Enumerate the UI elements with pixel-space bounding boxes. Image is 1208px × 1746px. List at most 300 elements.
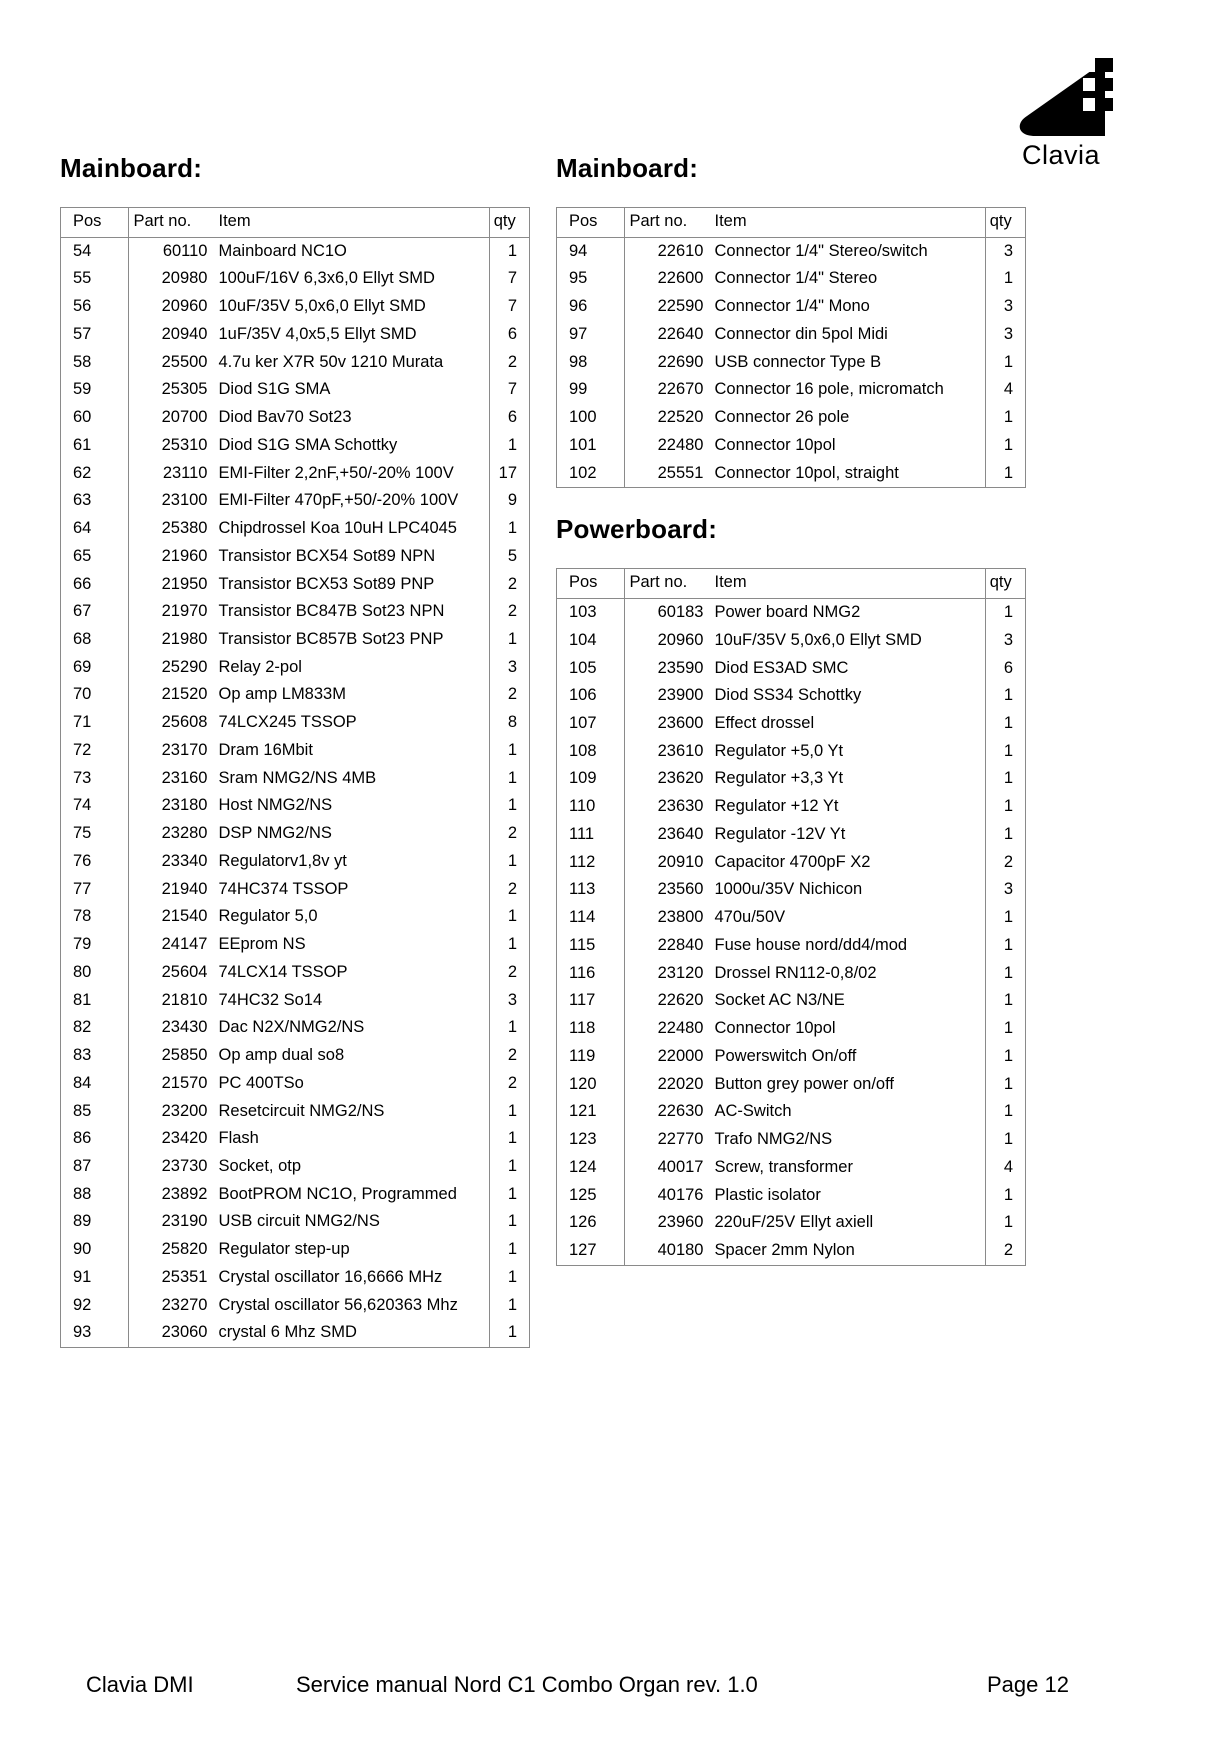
- cell-pos: 116: [569, 963, 596, 982]
- table-row: [61, 709, 530, 737]
- cell-part-no: 23892: [129, 1181, 216, 1209]
- table-row: [557, 1237, 1026, 1265]
- cell-part-no: 23420: [129, 1125, 216, 1153]
- cell-part-no: 22630: [625, 1098, 712, 1126]
- cell-qty: 1: [985, 960, 1025, 988]
- cell-pos: 111: [569, 824, 595, 843]
- table-row: [557, 738, 1026, 766]
- cell-pos: 72: [73, 740, 92, 759]
- cell-pos: 120: [569, 1074, 597, 1093]
- cell-part-no: 20910: [625, 849, 712, 877]
- table-row: [61, 1153, 530, 1181]
- cell-pos: 112: [569, 852, 596, 871]
- cell-qty: 3: [489, 654, 529, 682]
- cell-item: 74HC32 So14: [218, 990, 323, 1009]
- cell-part-no: 22840: [625, 932, 712, 960]
- table-row: [61, 820, 530, 848]
- cell-part-no: 22610: [625, 237, 712, 265]
- cell-item: Powerswitch On/off: [714, 1046, 857, 1065]
- cell-part-no: 21980: [129, 626, 216, 654]
- cell-item: 10uF/35V 5,0x6,0 Ellyt SMD: [218, 297, 426, 316]
- cell-pos: 68: [73, 630, 92, 649]
- cell-pos: 124: [569, 1157, 597, 1176]
- cell-pos: 54: [73, 241, 92, 260]
- cell-qty: 1: [985, 738, 1025, 766]
- cell-part-no: 22600: [625, 265, 712, 293]
- cell-part-no: 23640: [625, 821, 712, 849]
- cell-part-no: 20960: [129, 293, 216, 321]
- cell-part-no: 25551: [625, 460, 712, 488]
- cell-item: Regulator step-up: [218, 1240, 350, 1259]
- cell-part-no: 21960: [129, 543, 216, 571]
- table-row: [557, 376, 1026, 404]
- cell-item: crystal 6 Mhz SMD: [218, 1323, 357, 1342]
- cell-qty: 1: [489, 1319, 529, 1347]
- column-header-pos: Pos: [557, 569, 625, 599]
- cell-part-no: 25500: [129, 349, 216, 377]
- cell-part-no: 23060: [129, 1319, 216, 1347]
- table-row: [61, 487, 530, 515]
- cell-pos: 95: [569, 269, 588, 288]
- table-row: [61, 1042, 530, 1070]
- table-row: [557, 655, 1026, 683]
- table-row: [557, 849, 1026, 877]
- cell-part-no: 24147: [129, 931, 216, 959]
- cell-item: Connector 1/4" Stereo: [714, 269, 878, 288]
- cell-pos: 78: [73, 907, 92, 926]
- cell-qty: 2: [489, 820, 529, 848]
- cell-qty: 1: [985, 349, 1025, 377]
- cell-pos: 70: [73, 685, 92, 704]
- cell-pos: 125: [569, 1185, 597, 1204]
- cell-qty: 3: [985, 876, 1025, 904]
- cell-part-no: 22480: [625, 1015, 712, 1043]
- table-row: [557, 293, 1026, 321]
- cell-item: Dac N2X/NMG2/NS: [218, 1018, 365, 1037]
- cell-qty: 1: [489, 626, 529, 654]
- cell-qty: 1: [489, 1292, 529, 1320]
- cell-part-no: 25305: [129, 376, 216, 404]
- cell-item: Drossel RN112-0,8/02: [714, 963, 877, 982]
- cell-item: Button grey power on/off: [714, 1074, 894, 1093]
- cell-pos: 60: [73, 408, 92, 427]
- mainboard-parts-table-right: [556, 207, 1026, 488]
- cell-pos: 89: [73, 1212, 92, 1231]
- cell-item: 4.7u ker X7R 50v 1210 Murata: [218, 352, 444, 371]
- cell-qty: 1: [489, 1236, 529, 1264]
- table-row: [557, 682, 1026, 710]
- cell-qty: 1: [985, 1043, 1025, 1071]
- cell-pos: 87: [73, 1156, 92, 1175]
- cell-pos: 90: [73, 1240, 92, 1259]
- table-row: [61, 987, 530, 1015]
- cell-item: Host NMG2/NS: [218, 796, 333, 815]
- cell-item: EMI-Filter 470pF,+50/-20% 100V: [218, 491, 459, 510]
- cell-pos: 85: [73, 1101, 92, 1120]
- column-header-item: Item: [215, 208, 489, 238]
- cell-qty: 1: [489, 1181, 529, 1209]
- cell-part-no: 23270: [129, 1292, 216, 1320]
- cell-pos: 93: [73, 1323, 92, 1342]
- cell-pos: 105: [569, 658, 597, 677]
- table-row: [61, 848, 530, 876]
- cell-qty: 2: [489, 349, 529, 377]
- cell-qty: 1: [489, 1264, 529, 1292]
- cell-qty: 1: [985, 904, 1025, 932]
- cell-item: Crystal oscillator 56,620363 Mhz: [218, 1295, 458, 1314]
- cell-pos: 97: [569, 324, 588, 343]
- cell-part-no: 25380: [129, 515, 216, 543]
- table-row: [61, 321, 530, 349]
- cell-pos: 100: [569, 408, 597, 427]
- cell-pos: 57: [73, 324, 92, 343]
- cell-part-no: 25351: [129, 1264, 216, 1292]
- cell-qty: 1: [489, 765, 529, 793]
- cell-item: Transistor BC847B Sot23 NPN: [218, 602, 445, 621]
- cell-qty: 1: [985, 265, 1025, 293]
- cell-item: Dram 16Mbit: [218, 740, 313, 759]
- cell-item: 1000u/35V Nichicon: [714, 880, 863, 899]
- cell-part-no: 22000: [625, 1043, 712, 1071]
- cell-item: Plastic isolator: [714, 1185, 821, 1204]
- cell-item: Diod S1G SMA: [218, 380, 331, 399]
- cell-item: Regulator +5,0 Yt: [714, 741, 844, 760]
- table-row: [61, 293, 530, 321]
- powerboard-parts-table: [556, 568, 1026, 1265]
- cell-item: Regulator +12 Yt: [714, 797, 839, 816]
- cell-part-no: 21810: [129, 987, 216, 1015]
- table-row: [61, 265, 530, 293]
- cell-qty: 2: [985, 849, 1025, 877]
- cell-qty: 1: [489, 1125, 529, 1153]
- cell-pos: 77: [73, 879, 92, 898]
- cell-item: 1uF/35V 4,0x5,5 Ellyt SMD: [218, 324, 417, 343]
- cell-qty: 1: [985, 1071, 1025, 1099]
- cell-qty: 3: [985, 293, 1025, 321]
- table-row: [557, 987, 1026, 1015]
- cell-part-no: 23100: [129, 487, 216, 515]
- table-row: [61, 571, 530, 599]
- cell-qty: 2: [985, 1237, 1025, 1265]
- cell-part-no: 22480: [625, 432, 712, 460]
- column-header-part-no: Part no.: [625, 208, 712, 238]
- cell-qty: 1: [489, 515, 529, 543]
- cell-item: Transistor BCX54 Sot89 NPN: [218, 546, 436, 565]
- cell-qty: 1: [489, 237, 529, 265]
- mainboard-heading-right: Mainboard:: [556, 153, 699, 183]
- cell-pos: 126: [569, 1213, 597, 1232]
- cell-item: BootPROM NC1O, Programmed: [218, 1184, 457, 1203]
- cell-item: Relay 2-pol: [218, 657, 302, 676]
- cell-pos: 74: [73, 796, 92, 815]
- cell-item: Connector 10pol, straight: [714, 463, 899, 482]
- table-header-row: [557, 208, 1026, 238]
- cell-qty: 1: [985, 932, 1025, 960]
- cell-item: Op amp LM833M: [218, 685, 346, 704]
- page-footer: [0, 1672, 1208, 1698]
- cell-pos: 115: [569, 935, 596, 954]
- table-row: [557, 460, 1026, 488]
- cell-pos: 107: [569, 714, 597, 733]
- cell-item: Connector 26 pole: [714, 408, 850, 427]
- table-row: [557, 904, 1026, 932]
- column-header-part-no: Part no.: [625, 569, 712, 599]
- cell-pos: 67: [73, 602, 92, 621]
- powerboard-table-body: [557, 599, 1026, 1266]
- cell-part-no: 21940: [129, 876, 216, 904]
- cell-pos: 102: [569, 463, 597, 482]
- cell-part-no: 23190: [129, 1208, 216, 1236]
- table-row: [557, 237, 1026, 265]
- table-row: [557, 321, 1026, 349]
- table-row: [61, 681, 530, 709]
- table-row: [61, 598, 530, 626]
- cell-item: DSP NMG2/NS: [218, 824, 332, 843]
- cell-part-no: 21970: [129, 598, 216, 626]
- cell-item: Connector din 5pol Midi: [714, 324, 888, 343]
- cell-qty: 1: [985, 432, 1025, 460]
- cell-part-no: 22590: [625, 293, 712, 321]
- table-row: [557, 599, 1026, 627]
- cell-qty: 2: [489, 1042, 529, 1070]
- table-row: [557, 1071, 1026, 1099]
- table-row: [61, 1208, 530, 1236]
- table-row: [61, 1292, 530, 1320]
- cell-qty: 1: [985, 1209, 1025, 1237]
- table-row: [61, 1014, 530, 1042]
- cell-qty: 6: [489, 321, 529, 349]
- cell-qty: 1: [489, 792, 529, 820]
- cell-qty: 1: [985, 599, 1025, 627]
- table-row: [557, 960, 1026, 988]
- cell-item: Effect drossel: [714, 714, 815, 733]
- cell-item: Socket, otp: [218, 1156, 302, 1175]
- cell-item: Connector 1/4" Stereo/switch: [714, 241, 928, 260]
- cell-qty: 1: [985, 682, 1025, 710]
- cell-item: Crystal oscillator 16,6666 MHz: [218, 1267, 443, 1286]
- cell-item: AC-Switch: [714, 1102, 792, 1121]
- cell-pos: 69: [73, 657, 92, 676]
- cell-qty: 1: [985, 1182, 1025, 1210]
- cell-qty: 4: [985, 1154, 1025, 1182]
- cell-part-no: 23340: [129, 848, 216, 876]
- cell-part-no: 23620: [625, 765, 712, 793]
- cell-part-no: 21520: [129, 681, 216, 709]
- cell-pos: 109: [569, 769, 597, 788]
- cell-item: Screw, transformer: [714, 1157, 853, 1176]
- cell-item: Regulator +3,3 Yt: [714, 769, 844, 788]
- cell-item: USB circuit NMG2/NS: [218, 1212, 380, 1231]
- cell-item: Power board NMG2: [714, 603, 861, 622]
- table-row: [61, 931, 530, 959]
- cell-pos: 83: [73, 1046, 92, 1065]
- cell-item: Resetcircuit NMG2/NS: [218, 1101, 385, 1120]
- cell-part-no: 23110: [129, 460, 216, 488]
- cell-part-no: 23630: [625, 793, 712, 821]
- cell-qty: 2: [489, 571, 529, 599]
- cell-part-no: 23430: [129, 1014, 216, 1042]
- table-row: [557, 710, 1026, 738]
- cell-part-no: 23180: [129, 792, 216, 820]
- cell-pos: 75: [73, 824, 92, 843]
- table-row: [557, 876, 1026, 904]
- cell-qty: 2: [489, 876, 529, 904]
- cell-item: 470u/50V: [714, 908, 786, 927]
- cell-pos: 92: [73, 1295, 92, 1314]
- cell-qty: 9: [489, 487, 529, 515]
- cell-part-no: 23160: [129, 765, 216, 793]
- column-header-qty: qty: [985, 208, 1025, 238]
- cell-qty: 7: [489, 265, 529, 293]
- mainboard-heading-left: Mainboard:: [60, 153, 203, 183]
- cell-pos: 80: [73, 962, 92, 981]
- cell-part-no: 21540: [129, 903, 216, 931]
- table-row: [61, 654, 530, 682]
- table-row: [61, 903, 530, 931]
- cell-item: Spacer 2mm Nylon: [714, 1240, 855, 1259]
- table-row: [61, 404, 530, 432]
- cell-part-no: 21950: [129, 571, 216, 599]
- cell-part-no: 22670: [625, 376, 712, 404]
- table-row: [61, 1181, 530, 1209]
- cell-part-no: 40176: [625, 1182, 712, 1210]
- table-row: [61, 1264, 530, 1292]
- cell-part-no: 20940: [129, 321, 216, 349]
- cell-item: Diod ES3AD SMC: [714, 658, 849, 677]
- cell-item: 220uF/25V Ellyt axiell: [714, 1213, 874, 1232]
- cell-qty: 1: [489, 931, 529, 959]
- cell-item: Diod Bav70 Sot23: [218, 408, 352, 427]
- cell-qty: 1: [985, 765, 1025, 793]
- cell-pos: 64: [73, 519, 92, 538]
- cell-pos: 86: [73, 1129, 92, 1148]
- cell-qty: 1: [489, 1153, 529, 1181]
- cell-pos: 59: [73, 380, 92, 399]
- cell-part-no: 20700: [129, 404, 216, 432]
- table-row: [557, 627, 1026, 655]
- column-header-item: Item: [711, 208, 985, 238]
- cell-qty: 5: [489, 543, 529, 571]
- cell-pos: 61: [73, 435, 92, 454]
- table-row: [557, 932, 1026, 960]
- cell-part-no: 25820: [129, 1236, 216, 1264]
- cell-pos: 114: [569, 908, 596, 927]
- cell-pos: 119: [569, 1046, 596, 1065]
- cell-part-no: 22020: [625, 1071, 712, 1099]
- table-row: [557, 349, 1026, 377]
- table-row: [557, 404, 1026, 432]
- cell-pos: 62: [73, 463, 92, 482]
- table-row: [557, 1182, 1026, 1210]
- cell-qty: 1: [985, 987, 1025, 1015]
- table-row: [61, 765, 530, 793]
- cell-part-no: 23800: [625, 904, 712, 932]
- cell-qty: 3: [985, 627, 1025, 655]
- cell-pos: 103: [569, 603, 597, 622]
- cell-item: Trafo NMG2/NS: [714, 1130, 833, 1149]
- column-header-part-no: Part no.: [129, 208, 216, 238]
- table-row: [61, 1098, 530, 1126]
- left-column: [60, 155, 530, 1348]
- cell-item: Connector 1/4" Mono: [714, 297, 870, 316]
- table-row: [61, 515, 530, 543]
- cell-pos: 108: [569, 741, 597, 760]
- cell-pos: 101: [569, 435, 597, 454]
- cell-item: PC 400TSo: [218, 1073, 304, 1092]
- cell-item: Sram NMG2/NS 4MB: [218, 768, 377, 787]
- cell-item: Connector 16 pole, micromatch: [714, 380, 944, 399]
- table-row: [61, 959, 530, 987]
- table-row: [557, 1043, 1026, 1071]
- cell-pos: 118: [569, 1019, 596, 1038]
- cell-part-no: 23560: [625, 876, 712, 904]
- footer-document: Service manual Nord C1 Combo Organ rev. 1.0: [296, 1672, 758, 1697]
- cell-part-no: 22620: [625, 987, 712, 1015]
- table-row: [61, 376, 530, 404]
- table-row: [61, 460, 530, 488]
- cell-item: Diod SS34 Schottky: [714, 686, 862, 705]
- cell-pos: 121: [569, 1102, 597, 1121]
- table-row: [557, 432, 1026, 460]
- cell-pos: 99: [569, 380, 588, 399]
- cell-item: Regulator 5,0: [218, 907, 318, 926]
- table-row: [557, 265, 1026, 293]
- cell-pos: 98: [569, 352, 588, 371]
- table-row: [61, 876, 530, 904]
- cell-item: Transistor BC857B Sot23 PNP: [218, 630, 444, 649]
- cell-item: 100uF/16V 6,3x6,0 Ellyt SMD: [218, 269, 435, 288]
- cell-qty: 3: [985, 237, 1025, 265]
- cell-qty: 2: [489, 1070, 529, 1098]
- cell-part-no: 23200: [129, 1098, 216, 1126]
- cell-item: 74HC374 TSSOP: [218, 879, 349, 898]
- cell-qty: 7: [489, 376, 529, 404]
- table-row: [61, 237, 530, 265]
- cell-qty: 1: [489, 432, 529, 460]
- cell-item: Fuse house nord/dd4/mod: [714, 935, 908, 954]
- column-header-pos: Pos: [61, 208, 129, 238]
- cell-part-no: 20960: [625, 627, 712, 655]
- cell-item: Chipdrossel Koa 10uH LPC4045: [218, 519, 457, 538]
- table-row: [61, 1236, 530, 1264]
- powerboard-heading: Powerboard:: [556, 514, 718, 545]
- column-header-pos: Pos: [557, 208, 625, 238]
- cell-part-no: 23590: [625, 655, 712, 683]
- cell-pos: 84: [73, 1073, 92, 1092]
- cell-pos: 55: [73, 269, 92, 288]
- cell-part-no: 22640: [625, 321, 712, 349]
- column-header-qty: qty: [489, 208, 529, 238]
- table-header-row: [61, 208, 530, 238]
- table-header-row: [557, 569, 1026, 599]
- cell-pos: 63: [73, 491, 92, 510]
- cell-item: Diod S1G SMA Schottky: [218, 435, 398, 454]
- cell-item: Regulatorv1,8v yt: [218, 851, 347, 870]
- table-row: [557, 1015, 1026, 1043]
- cell-qty: 6: [489, 404, 529, 432]
- table-row: [557, 1098, 1026, 1126]
- cell-item: Connector 10pol: [714, 1019, 836, 1038]
- cell-item: 74LCX14 TSSOP: [218, 962, 348, 981]
- cell-pos: 73: [73, 768, 92, 787]
- cell-qty: 1: [489, 1208, 529, 1236]
- cell-pos: 104: [569, 630, 597, 649]
- cell-part-no: 23960: [625, 1209, 712, 1237]
- cell-qty: 1: [985, 404, 1025, 432]
- cell-part-no: 22770: [625, 1126, 712, 1154]
- table-row: [61, 349, 530, 377]
- cell-qty: 3: [489, 987, 529, 1015]
